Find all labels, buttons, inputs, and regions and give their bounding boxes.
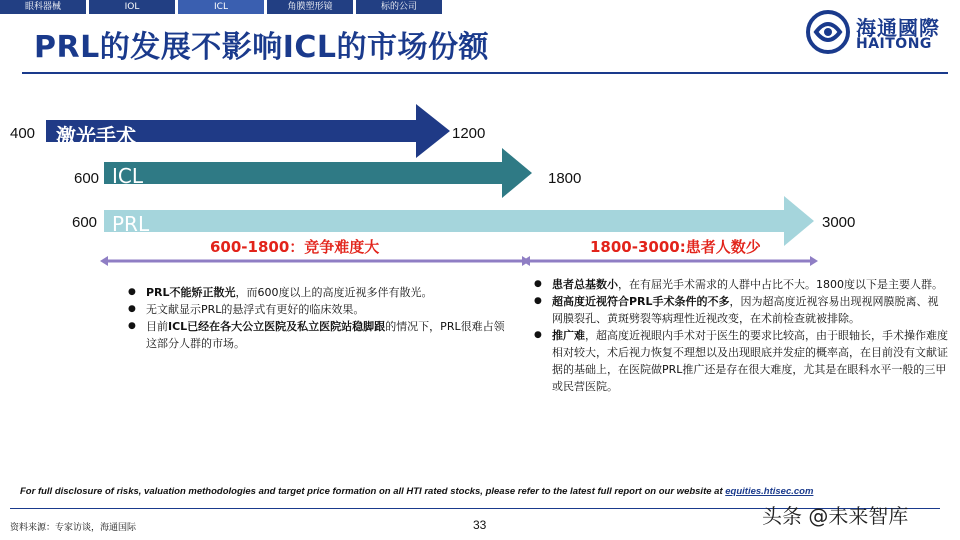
nav-tab-target-companies[interactable]: 标的公司 [356,0,442,14]
page-number: 33 [473,518,487,532]
disclosure-text: For full disclosure of risks, valuation methodologies and target price formation on all HTI rated stocks, please refer to the latest full report on our website at equities.htisec.com [20,486,814,497]
range-label-few-patients: 1800-3000:患者人数少 [590,238,761,256]
list-item: ● 目前ICL已经在各大公立医院及私立医院站稳脚跟的情况下，PRL很难占领这部分人群的市场。 [128,318,508,352]
website-link[interactable]: equities.htisec.com [725,486,814,497]
arrow-end-laser: 1200 [452,125,486,142]
haitong-logo [806,10,946,56]
list-item: ● 推广难，超高度近视眼内手术对于医生的要求比较高，由于眼轴长，手术操作难度相对较大，术后视力恢复不理想以及出现眼底并发症的概率高，在目前没有文献证据的基础上，在医院做PRL推广还是存在很大难度，尤其是在眼科水平一般的三甲或民营医院。 [534,327,948,395]
nav-tab-ortho-k[interactable]: 角膜塑形镜 [267,0,353,14]
list-item: ● 超高度近视符合PRL手术条件的不多，因为超高度近视容易出现视网膜脱离、视网膜裂孔、黄斑劈裂等病理性近视改变，在术前检查就被排除。 [534,293,948,327]
title-divider [22,72,948,74]
arrow-label-prl: PRL [112,212,150,236]
range-bracket-right [522,254,818,268]
nav-tab-eye-devices[interactable]: 眼科器械 [0,0,86,14]
arrow-label-laser: 激光手术 [56,124,136,148]
logo-text-en: HAITONG [856,36,932,52]
arrow-end-prl: 3000 [822,214,856,231]
page-title: PRL的发展不影响ICL的市场份额 [34,30,489,65]
section-nav [0,0,445,14]
left-bullet-list [128,284,508,352]
nav-tab-iol[interactable]: IOL [89,0,175,14]
watermark: 头条 @未来智库 [762,504,909,528]
range-bracket-left [100,254,530,268]
nav-tab-icl[interactable]: ICL [178,0,264,14]
list-item: ● 无文献显示PRL的悬浮式有更好的临床效果。 [128,301,508,318]
arrow-start-prl: 600 [72,214,98,231]
logo-text-cn: 海通國際 [856,16,940,40]
list-item: ● PRL不能矫正散光，而600度以上的高度近视多伴有散光。 [128,284,508,301]
source-note: 资料来源：专家访谈，海通国际 [10,523,137,533]
arrow-start-laser: 400 [10,125,36,142]
range-label-competition: 600-1800：竞争难度大 [210,238,380,256]
right-bullet-list [534,276,948,395]
arrow-start-icl: 600 [74,170,100,187]
haitong-emblem-icon [806,10,850,54]
icl-arrow-shape [104,148,536,198]
list-item: ● 患者总基数小，在有屈光手术需求的人群中占比不大。1800度以下是主要人群。 [534,276,948,293]
arrow-label-icl: ICL [112,164,144,188]
arrow-end-icl: 1800 [548,170,582,187]
